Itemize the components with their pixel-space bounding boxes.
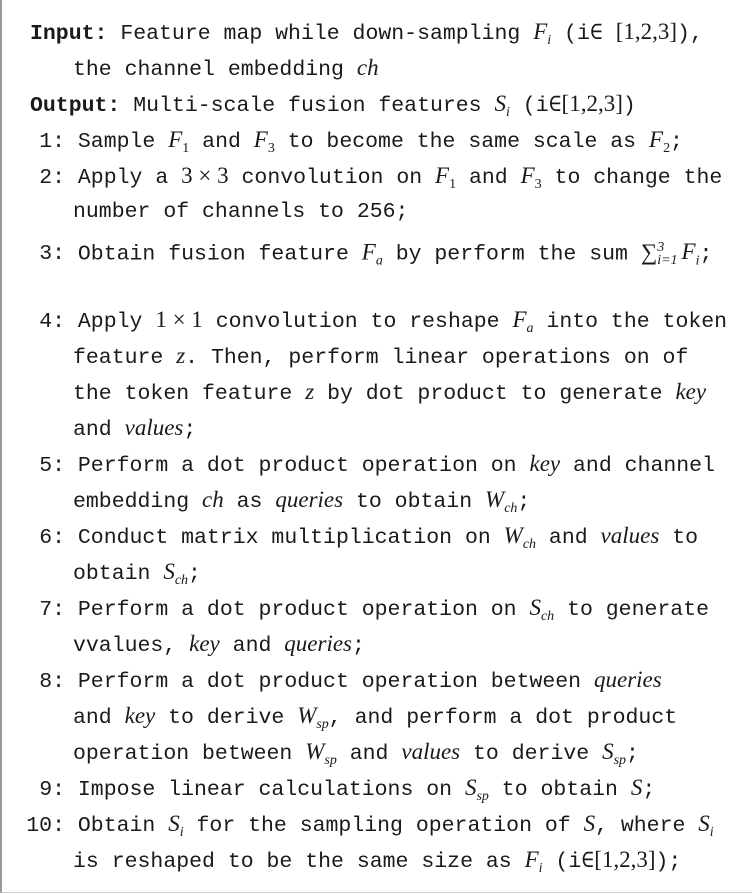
step-number: 4: [39, 310, 65, 334]
step-number: 3: [39, 242, 65, 267]
math-word: key [124, 703, 156, 728]
step-4-cont-1 [30, 338, 745, 374]
input-ch: ch [356, 55, 379, 80]
output-range-open: (i∈ [509, 94, 562, 118]
step-text: to obtain [488, 778, 631, 802]
math-word: values [124, 415, 184, 440]
step-text: and channel [560, 454, 715, 478]
step-number: 7: [39, 598, 65, 622]
step-text: ; [625, 742, 639, 766]
step-text: Obtain fusion feature [65, 242, 362, 267]
output-range-close: ) [622, 94, 636, 118]
math-word: ch [202, 487, 224, 512]
math-sub: ch [522, 536, 537, 552]
algorithm-block [26, 14, 745, 878]
step-text: to [659, 526, 699, 550]
step-number: 9: [39, 778, 65, 802]
input-line [30, 14, 745, 50]
step-text: obtain [73, 562, 164, 586]
math-word: values [401, 739, 461, 764]
step-text: ; [188, 562, 201, 586]
math-sup: 3 [657, 240, 665, 255]
step-text: Apply [65, 310, 156, 334]
math-sub: ch [504, 500, 518, 516]
math-sub: sp [613, 752, 626, 768]
math-sub: a [526, 320, 534, 336]
step-text: by perform the sum [382, 242, 641, 267]
step-text: to change the [541, 166, 723, 190]
math-var: W [485, 487, 505, 512]
input-text: Feature map while down-sampling [107, 22, 534, 46]
step-text: (i∈ [542, 850, 595, 874]
math-word: key [189, 631, 220, 656]
step-text: Apply a [65, 166, 182, 190]
step-text: operation between [73, 742, 306, 766]
math-sub: sp [316, 716, 329, 732]
step-5 [30, 446, 745, 482]
step-4-cont-3 [30, 410, 745, 446]
step-6-cont [30, 554, 745, 590]
step-8-cont-2 [30, 734, 745, 770]
math-var: F [253, 127, 268, 152]
math-var: S [698, 811, 710, 836]
math-sub: 2 [663, 140, 671, 156]
math-word: queries [284, 631, 352, 656]
math-sub: 3 [534, 176, 542, 192]
input-range-open: (i∈ [551, 22, 616, 46]
step-text: ; [352, 634, 365, 658]
step-4 [30, 302, 745, 338]
step-text: Conduct matrix multiplication on [65, 526, 504, 550]
step-text: into the token [533, 310, 728, 334]
math-var: F [435, 163, 450, 188]
step-text: Perform a dot product operation on [65, 598, 530, 622]
math-sub: ch [540, 608, 555, 624]
step-10-cont [30, 842, 745, 878]
step-text: , and perform a dot product [328, 706, 678, 730]
step-5-cont [30, 482, 745, 518]
step-text: convolution on [228, 166, 436, 190]
sum-symbol: ∑ [640, 239, 658, 265]
step-text: and [189, 130, 254, 154]
math-sub: sp [476, 788, 489, 804]
math-sub: i [179, 824, 184, 840]
step-9 [30, 770, 745, 806]
input-var: F [533, 19, 548, 44]
step-text: Sample [65, 130, 169, 154]
math-sub: 3 [267, 140, 275, 156]
output-text: Multi-scale fusion features [120, 94, 495, 118]
math-var: S [163, 559, 175, 584]
math-var: S [168, 811, 180, 836]
step-text: and [456, 166, 521, 190]
step-text: and [73, 418, 125, 442]
step-7 [30, 590, 745, 626]
step-text: to become the same scale as [274, 130, 649, 154]
math-sub: i [538, 860, 543, 876]
math-sub: i [695, 253, 700, 269]
math-sub: ch [174, 572, 189, 588]
step-1 [30, 122, 745, 158]
math-var: F [681, 239, 696, 265]
step-text: feature [73, 346, 177, 370]
step-text: is reshaped to be the same size as [73, 850, 525, 874]
output-label: Output: [30, 94, 121, 118]
step-text: ); [655, 850, 682, 874]
output-line [30, 86, 745, 122]
step-text: vvalues, [73, 634, 190, 658]
input-line-2 [30, 50, 745, 86]
step-text: Perform a dot product operation on [65, 454, 530, 478]
math-word: key [529, 451, 561, 476]
step-text: as [223, 490, 276, 514]
input-range: [1,2,3] [615, 19, 678, 44]
input-var-sub: i [547, 32, 552, 48]
math-sub: sp [324, 752, 337, 768]
math-var: S [464, 775, 477, 800]
step-text: Impose linear calculations on [65, 778, 465, 802]
step-text: ; [670, 130, 683, 154]
input-text-2: the channel embedding [73, 58, 357, 82]
output-var: S [494, 91, 506, 116]
step-text: by dot product to generate [314, 382, 676, 406]
math-var: S [529, 595, 541, 620]
step-text: and [536, 526, 601, 550]
step-number: 6: [39, 526, 65, 550]
step-text: to generate [554, 598, 709, 622]
step-text: , where [595, 814, 699, 838]
step-text: to derive [460, 742, 603, 766]
step-text: for the sampling operation of [183, 814, 584, 838]
input-range-close: ), [677, 22, 703, 46]
step-2-cont [30, 194, 745, 230]
blank-line [30, 266, 745, 302]
step-10 [26, 806, 745, 842]
step-text: the token feature [73, 382, 306, 406]
step-text: Perform a dot product operation between [65, 670, 594, 694]
math-var: S [630, 775, 643, 800]
step-number: 2: [39, 166, 65, 190]
step-text: embedding [73, 490, 203, 514]
step-text: number of channels to 256; [73, 200, 409, 224]
step-text: ; [517, 490, 531, 514]
step-text: Obtain [65, 814, 169, 838]
step-number: 1: [39, 130, 65, 154]
math-var: z [305, 379, 315, 404]
step-4-cont-2 [30, 374, 745, 410]
step-2 [30, 158, 745, 194]
math-sub: 1 [449, 176, 457, 192]
step-text: . Then, perform linear operations on of [185, 346, 689, 370]
step-number: 8: [39, 670, 65, 694]
math-var: F [649, 127, 664, 152]
step-7-cont [30, 626, 745, 662]
math-sub: 1 [182, 140, 190, 156]
math-var: W [503, 523, 523, 548]
step-text: ; [642, 778, 656, 802]
step-text: ; [699, 242, 713, 267]
step-text: and [73, 706, 125, 730]
step-6 [30, 518, 745, 554]
math-expr: [1,2,3] [594, 847, 656, 872]
math-word: values [600, 523, 660, 548]
math-word: queries [594, 667, 662, 692]
step-number: 5: [39, 454, 65, 478]
step-text: convolution to reshape [202, 310, 513, 334]
math-var: F [168, 127, 183, 152]
step-number: 10: [26, 814, 65, 838]
step-8 [30, 662, 745, 698]
math-word: queries [275, 487, 344, 512]
math-var: F [524, 847, 539, 872]
input-label: Input: [30, 22, 108, 46]
step-text: ; [183, 418, 197, 442]
math-sub: a [375, 253, 383, 269]
math-expr: 3 × 3 [181, 163, 229, 188]
math-var: S [583, 811, 596, 836]
step-3 [30, 230, 745, 269]
output-range: [1,2,3] [561, 91, 623, 116]
step-text: and [336, 742, 402, 766]
math-var: S [602, 739, 614, 764]
math-var: z [176, 343, 186, 368]
math-expr: 1 × 1 [155, 307, 203, 332]
math-var: F [361, 239, 376, 265]
step-text: and [219, 634, 285, 658]
math-sub: i [709, 824, 714, 840]
math-var: W [305, 739, 325, 764]
math-var: F [512, 307, 527, 332]
step-text: to obtain [343, 490, 486, 514]
step-8-cont-1 [30, 698, 745, 734]
step-text: to derive [155, 706, 298, 730]
math-var: W [297, 703, 317, 728]
math-word: key [675, 379, 707, 404]
output-var-sub: i [506, 104, 510, 120]
math-sub: i=1 [657, 253, 678, 269]
math-var: F [520, 163, 535, 188]
